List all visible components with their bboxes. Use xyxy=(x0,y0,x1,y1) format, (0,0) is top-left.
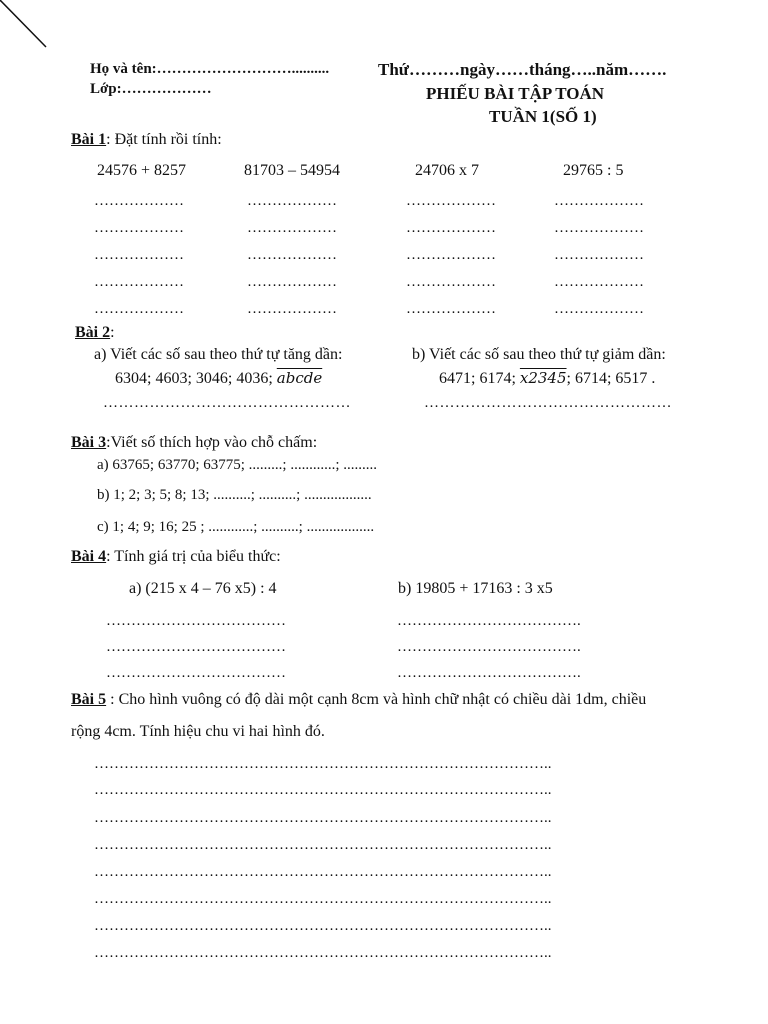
bai1-problem-2: 81703 – 54954 xyxy=(244,162,340,179)
bai5-problem-line-2: rộng 4cm. Tính hiệu chu vi hai hình đó. xyxy=(71,723,325,740)
bai4-title xyxy=(71,548,281,566)
bai1-answer-line: ……………… xyxy=(247,220,337,236)
bai1-answer-line: ……………… xyxy=(554,301,644,317)
bai4-b-answer-line-3: ………………………………. xyxy=(397,665,581,681)
bai3-item-b: b) 1; 2; 3; 5; 8; 13; ..........; ..........; .................. xyxy=(97,487,372,503)
bai1-answer-line: ……………… xyxy=(94,247,184,263)
bai1-answer-line: ……………… xyxy=(94,274,184,290)
bai4-instruction: : Tính giá trị của biểu thức: xyxy=(106,548,281,565)
bai5-problem-line-1 xyxy=(71,691,646,709)
bai4-expression-a: a) (215 x 4 – 76 x5) : 4 xyxy=(129,580,277,597)
bai1-answer-line: ……………… xyxy=(247,193,337,209)
bai2-heading: Bài 2 xyxy=(75,324,111,341)
bai2-a-answer-line: ………………………………………… xyxy=(103,395,351,411)
bai2-a-label: a) Viết các số sau theo thứ tự tăng dần: xyxy=(94,346,343,363)
bai5-answer-line: ……………………………………………………………………………….. xyxy=(94,891,552,907)
bai1-answer-line: ……………… xyxy=(247,274,337,290)
class-line: Lớp:……………… xyxy=(90,81,212,97)
bai5-text-1: : Cho hình vuông có độ dài một cạnh 8cm và hình chữ nhật có chiều dài 1dm, chiều xyxy=(106,691,647,708)
bai1-answer-line: ……………… xyxy=(94,220,184,236)
bai2-b-label: b) Viết các số sau theo thứ tự giảm dần: xyxy=(412,346,666,363)
bai4-a-answer-line-1: ……………………………… xyxy=(106,613,286,629)
bai5-answer-line: ……………………………………………………………………………….. xyxy=(94,918,552,934)
bai4-heading: Bài 4 xyxy=(71,548,107,565)
bai2-a-overline-number: abcde xyxy=(276,369,323,387)
bai1-problem-3: 24706 x 7 xyxy=(415,162,479,179)
bai1-answer-line: ……………… xyxy=(406,274,496,290)
bai1-answer-line: ……………… xyxy=(406,193,496,209)
worksheet-title: PHIẾU BÀI TẬP TOÁN xyxy=(426,84,605,103)
bai1-answer-line: ……………… xyxy=(94,301,184,317)
bai1-answer-line: ……………… xyxy=(406,220,496,236)
bai3-item-c: c) 1; 4; 9; 16; 25 ; ............; ..........; .................. xyxy=(97,519,375,535)
bai1-instruction: : Đặt tính rồi tính: xyxy=(106,131,222,148)
student-name-line: Họ và tên:……………………….......... xyxy=(90,61,330,77)
bai5-answer-line: ……………………………………………………………………………….. xyxy=(94,945,552,961)
bai2-title: Bài 2: xyxy=(75,324,115,341)
bai1-answer-line: ……………… xyxy=(554,274,644,290)
bai1-answer-line: ……………… xyxy=(406,247,496,263)
date-line: Thứ………ngày……tháng…..năm……. xyxy=(378,60,667,79)
bai1-answer-line: ……………… xyxy=(554,220,644,236)
bai2-b-numbers: 6471; 6174; x2345; 6714; 6517 . xyxy=(439,369,656,387)
bai1-title xyxy=(71,131,222,149)
bai5-answer-line: ……………………………………………………………………………….. xyxy=(94,756,552,772)
bai3-heading: Bài 3 xyxy=(71,434,107,451)
bai5-heading: Bài 5 xyxy=(71,691,107,708)
bai1-answer-line: ……………… xyxy=(554,247,644,263)
bai3-item-a: a) 63765; 63770; 63775; .........; ............; ......... xyxy=(97,457,377,473)
bai2-b-overline-number: x2345 xyxy=(519,369,567,387)
bai1-problem-4: 29765 : 5 xyxy=(563,162,624,179)
bai4-b-answer-line-1: ………………………………. xyxy=(397,613,581,629)
corner-fold-line xyxy=(0,0,60,60)
bai2-a-numbers: 6304; 4603; 3046; 4036; abcde xyxy=(115,369,323,387)
bai1-answer-line: ……………… xyxy=(406,301,496,317)
bai5-answer-line: ……………………………………………………………………………….. xyxy=(94,810,552,826)
bai4-expression-b: b) 19805 + 17163 : 3 x5 xyxy=(398,580,553,597)
bai2-b-answer-line: ………………………………………… xyxy=(424,395,672,411)
bai1-answer-line: ……………… xyxy=(247,301,337,317)
bai3-instruction: :Viết số thích hợp vào chỗ chấm: xyxy=(106,434,318,451)
bai5-answer-line: ……………………………………………………………………………….. xyxy=(94,782,552,798)
bai1-heading: Bài 1 xyxy=(71,131,107,148)
worksheet-subtitle: TUẦN 1(SỐ 1) xyxy=(489,107,597,126)
bai1-problem-1: 24576 + 8257 xyxy=(97,162,187,179)
bai1-answer-line: ……………… xyxy=(554,193,644,209)
bai5-answer-line: ……………………………………………………………………………….. xyxy=(94,864,552,880)
bai3-title xyxy=(71,434,317,452)
bai4-b-answer-line-2: ………………………………. xyxy=(397,639,581,655)
bai1-answer-line: ……………… xyxy=(94,193,184,209)
bai4-a-answer-line-2: ……………………………… xyxy=(106,639,286,655)
bai1-answer-line: ……………… xyxy=(247,247,337,263)
bai4-a-answer-line-3: ……………………………… xyxy=(106,665,286,681)
bai5-answer-line: ……………………………………………………………………………….. xyxy=(94,837,552,853)
